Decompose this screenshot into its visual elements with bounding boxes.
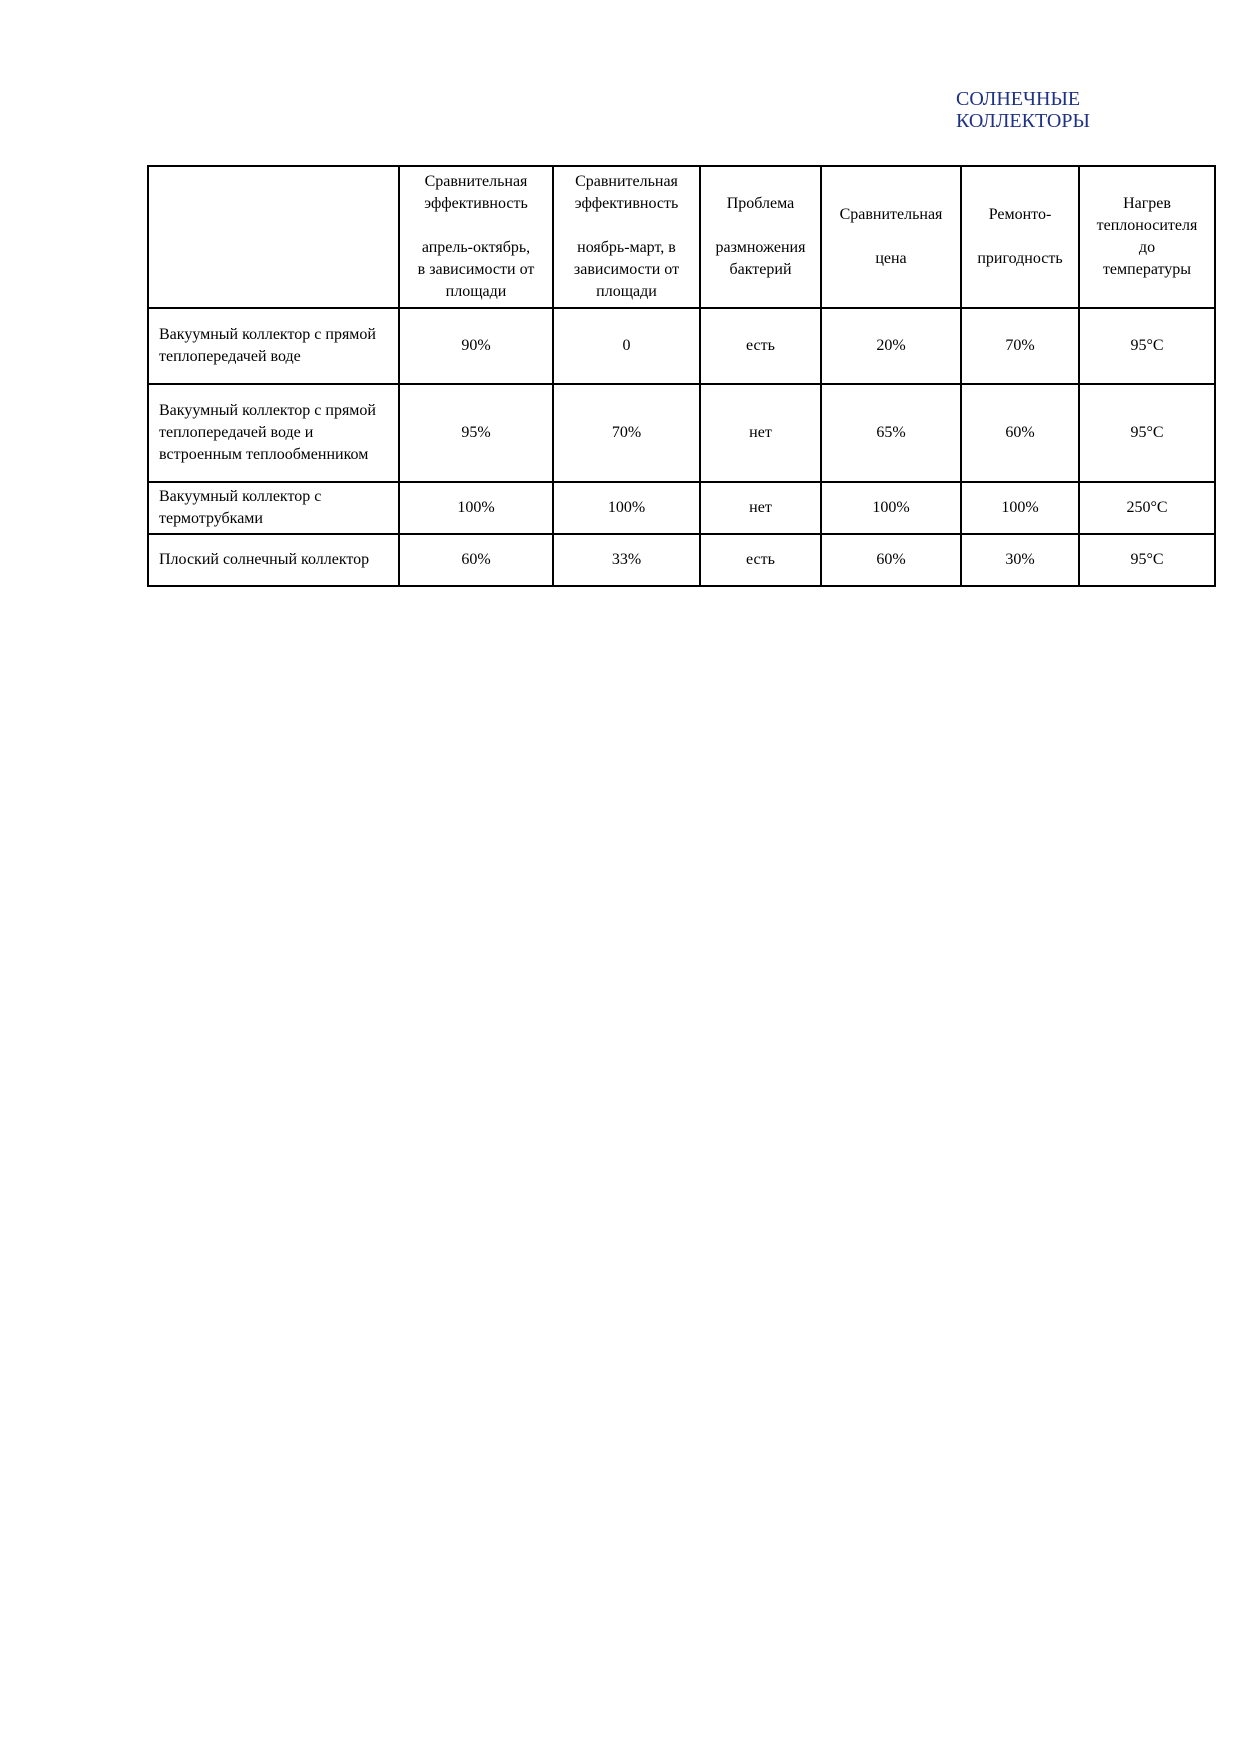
table-row [148,384,1215,482]
efficiency-summer-value: 100% [399,482,553,534]
header-text: площади [445,283,507,300]
header-text: до [1138,239,1156,256]
header-temperature [1079,166,1215,308]
efficiency-winter-value: 33% [553,534,700,586]
repair-value: 60% [961,384,1079,482]
repair-value: 70% [961,308,1079,384]
bacteria-value: нет [700,384,821,482]
header-text: Нагрев [1123,195,1171,212]
header-text: теплоносителя [1096,217,1198,234]
collector-name: Вакуумный коллектор с прямой теплопередачей воде [148,308,399,384]
comparison-table [147,165,1216,587]
header-text: температуры [1102,261,1192,278]
header-text: эффективность [574,195,679,212]
bacteria-value: есть [700,308,821,384]
header-text: пригодность [977,250,1063,267]
price-value: 20% [821,308,961,384]
table-row [148,308,1215,384]
header-text: Сравнительная [839,206,943,223]
temperature-value: 250°С [1079,482,1215,534]
repair-value: 100% [961,482,1079,534]
header-text: Проблема [726,195,795,212]
table-row [148,482,1215,534]
price-value: 65% [821,384,961,482]
repair-value: 30% [961,534,1079,586]
header-text: цена [875,250,907,267]
efficiency-summer-value: 95% [399,384,553,482]
efficiency-winter-value: 0 [553,308,700,384]
header-text: Сравнительная [424,173,528,190]
page-title-line-1: СОЛНЕЧНЫЕ [956,88,1081,110]
temperature-value: 95°С [1079,308,1215,384]
table-header-row [148,166,1215,308]
efficiency-winter-value: 70% [553,384,700,482]
temperature-value: 95°С [1079,534,1215,586]
efficiency-summer-value: 60% [399,534,553,586]
header-text: в зависимости от [417,261,535,278]
price-value: 60% [821,534,961,586]
header-text: площади [596,283,657,300]
bacteria-value: нет [700,482,821,534]
efficiency-summer-value: 90% [399,308,553,384]
collector-name: Вакуумный коллектор с термотрубками [148,482,399,534]
header-text: бактерий [729,261,792,278]
header-text: ноябрь-март, в [577,239,676,256]
table-row [148,534,1215,586]
header-bacteria [700,166,821,308]
collector-name: Плоский солнечный коллектор [148,534,399,586]
bacteria-value: есть [700,534,821,586]
header-text: зависимости от [573,261,680,278]
header-text: размножения [715,239,806,256]
header-text: эффективность [424,195,528,212]
page-title [956,88,1156,132]
header-text: Ремонто- [988,206,1052,223]
header-empty-cell [148,166,399,308]
price-value: 100% [821,482,961,534]
collector-name: Вакуумный коллектор с прямой теплопередачей воде и встроенным теплообменником [148,384,399,482]
header-text: апрель-октябрь, [421,239,531,256]
efficiency-winter-value: 100% [553,482,700,534]
header-text: Сравнительная [575,173,678,190]
page-title-line-2: КОЛЛЕКТОРЫ [956,110,1090,132]
header-repair [961,166,1079,308]
header-price [821,166,961,308]
temperature-value: 95°С [1079,384,1215,482]
header-efficiency-summer [399,166,553,308]
header-efficiency-winter [553,166,700,308]
